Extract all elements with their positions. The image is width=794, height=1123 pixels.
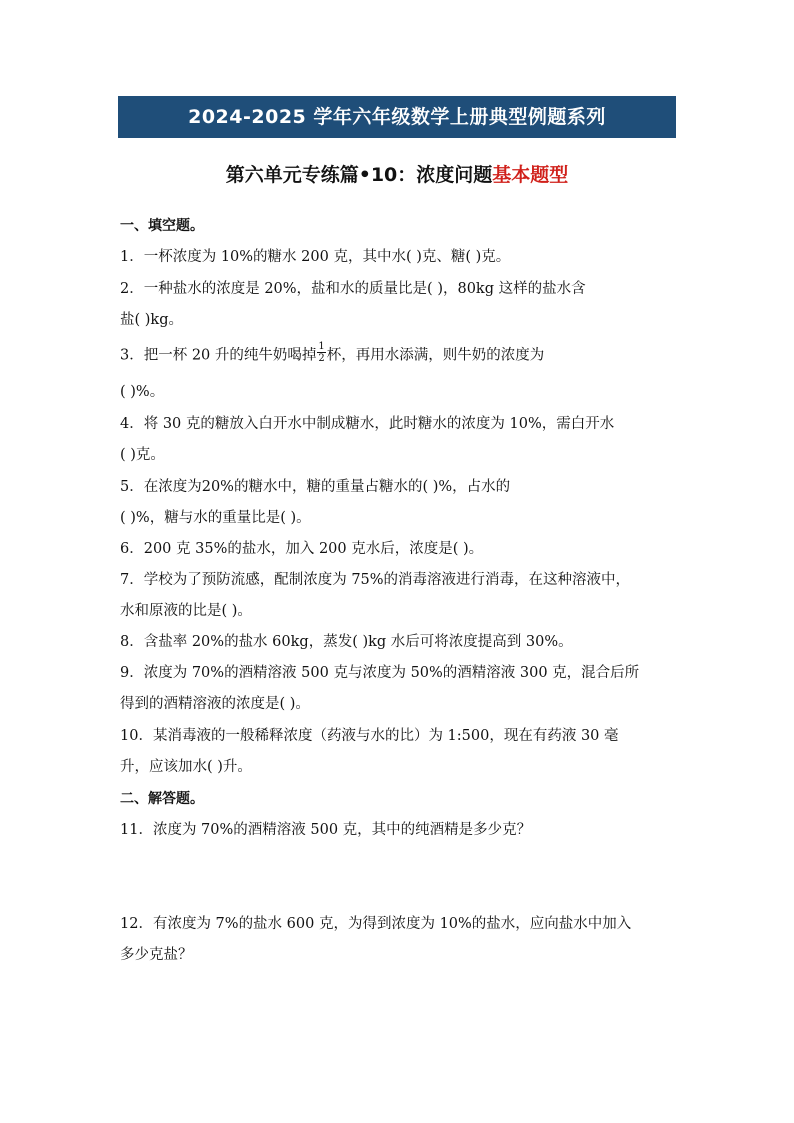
question-2-line-1: 2．一种盐水的浓度是 20%，盐和水的质量比是( )，80kg 这样的盐水含: [120, 281, 586, 297]
question-9-line-2: 得到的酒精溶液的浓度是( )。: [120, 696, 310, 712]
question-4-line-1: 4．将 30 克的糖放入白开水中制成糖水，此时糖水的浓度为 10%，需白开水: [120, 416, 615, 432]
fraction-numerator: 1: [318, 341, 325, 352]
series-title-banner: 2024-2025 学年六年级数学上册典型例题系列: [118, 96, 676, 138]
page-title-main: 第六单元专练篇•10：浓度问题: [225, 164, 493, 186]
page-title-highlight: 基本题型: [492, 164, 569, 186]
question-9-line-1: 9．浓度为 70%的酒精溶液 500 克与浓度为 50%的酒精溶液 300 克，混合后所: [120, 665, 640, 681]
question-5-line-2: ( )%，糖与水的重量比是( )。: [120, 510, 311, 526]
section-heading-fill-blank: 一、填空题。: [120, 218, 204, 234]
question-6: 6．200 克 35%的盐水，加入 200 克水后，浓度是( )。: [120, 541, 484, 557]
question-7-line-1: 7．学校为了预防流感，配制浓度为 75%的消毒溶液进行消毒，在这种溶液中，: [120, 572, 631, 588]
question-3-line-2: ( )%。: [120, 384, 165, 400]
question-12-line-2: 多少克盐？: [120, 947, 193, 963]
question-2-line-2: 盐( )kg。: [120, 312, 183, 328]
question-3-line-1: [120, 341, 545, 367]
question-12-line-1: 12．有浓度为 7%的盐水 600 克，为得到浓度为 10%的盐水，应向盐水中加入: [120, 916, 632, 932]
question-1: 1．一杯浓度为 10%的糖水 200 克，其中水( )克、糖( )克。: [120, 249, 511, 265]
question-3-text-before: 3．把一杯 20 升的纯牛奶喝掉: [120, 347, 317, 364]
section-heading-solve: 二、解答题。: [120, 791, 204, 807]
fraction-denominator: 2: [318, 353, 325, 364]
fraction-one-half: [317, 341, 325, 364]
question-10-line-1: 10．某消毒液的一般稀释浓度（药液与水的比）为 1:500，现在有药液 30 毫: [120, 728, 619, 744]
page-title: [0, 160, 794, 190]
question-11: 11．浓度为 70%的酒精溶液 500 克，其中的纯酒精是多少克？: [120, 822, 532, 838]
question-10-line-2: 升，应该加水( )升。: [120, 759, 252, 775]
question-5-line-1: 5．在浓度为20%的糖水中，糖的重量占糖水的( )%，占水的: [120, 479, 511, 495]
question-8: 8．含盐率 20%的盐水 60kg，蒸发( )kg 水后可将浓度提高到 30%。: [120, 634, 573, 650]
question-3-text-after: 杯，再用水添满，则牛奶的浓度为: [326, 347, 545, 364]
question-4-line-2: ( )克。: [120, 447, 165, 463]
question-7-line-2: 水和原液的比是( )。: [120, 603, 252, 619]
